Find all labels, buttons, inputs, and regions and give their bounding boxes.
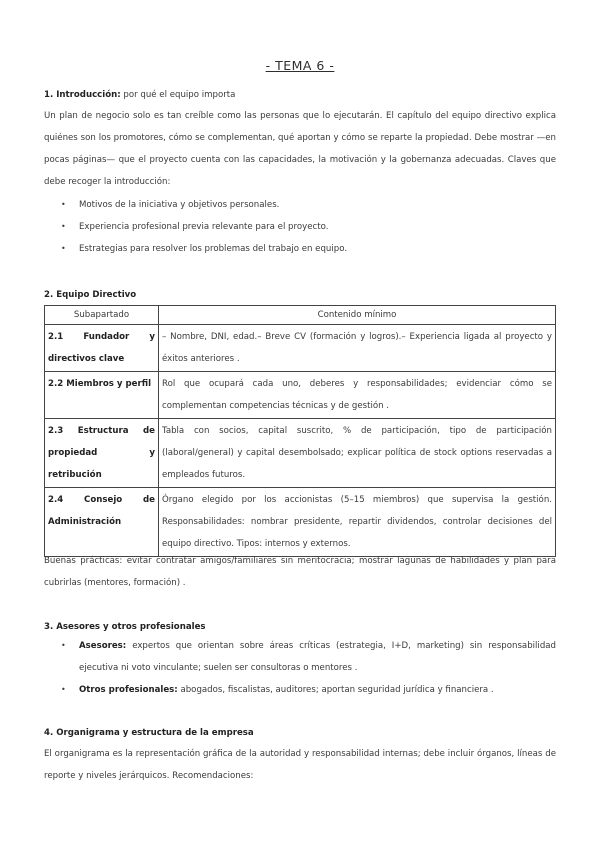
otros-profesionales-label: Otros profesionales: (79, 685, 178, 695)
list-item (44, 635, 556, 679)
table-cell-contenido: – Nombre, DNI, edad.– Breve CV (formación y logros).– Experiencia ligada al proyecto y éxitos anteriores . (159, 325, 556, 372)
table-cell-subapartado: 2.4 Consejo de Administración (45, 488, 159, 557)
list-item (44, 679, 556, 701)
section-2-heading: 2. Equipo Directivo (44, 290, 137, 300)
section-1-heading (44, 88, 556, 102)
page-title: - TEMA 6 - (265, 58, 335, 73)
table-row (45, 419, 556, 488)
table-header-row (45, 306, 556, 325)
table-cell-subapartado: 2.2 Miembros y perfil (45, 372, 159, 419)
asesores-bullet-list (44, 635, 556, 701)
table-cell-contenido: Órgano elegido por los accionistas (5–15 miembros) que supervisa la gestión. Responsabilidades: nombrar presidente, repartir dividendos, controlar decisiones del equipo directivo. Tipos: internos y externos. (159, 488, 556, 557)
table-row (45, 325, 556, 372)
table-cell-subapartado: 2.3 Estructura de propiedad y retribución (45, 419, 159, 488)
intro-paragraph: Un plan de negocio solo es tan creíble como las personas que lo ejecutarán. El capítulo del equipo directivo explica quiénes son los promotores, cómo se complementan, qué aportan y cómo se reparte la propiedad. Debe mostrar —en pocas páginas— que el proyecto cuenta con las capacidades, la motivación y la gobernanza adecuadas. Claves que debe recoger la introducción: (44, 111, 556, 187)
list-item: • Experiencia profesional previa relevante para el proyecto. (44, 216, 347, 238)
table-cell-contenido: Tabla con socios, capital suscrito, % de participación, tipo de participación (laboral/general) y capital desembolsado; explicar política de stock options reservadas a empleados futuros. (159, 419, 556, 488)
table-row (45, 488, 556, 557)
section-1-heading-label: 1. Introducción: (44, 90, 121, 100)
list-item: • Motivos de la iniciativa y objetivos personales. (44, 194, 347, 216)
section-1-heading-rest: por qué el equipo importa (120, 90, 236, 100)
table-cell-subapartado: 2.1 Fundador y directivos clave (45, 325, 159, 372)
table-row (45, 372, 556, 419)
table-header-contenido: Contenido mínimo (159, 306, 556, 325)
section-4-heading: 4. Organigrama y estructura de la empresa (44, 728, 254, 738)
table-cell-contenido: Rol que ocupará cada uno, deberes y responsabilidades; evidenciar cómo se complementan competencias técnicas y de gestión . (159, 372, 556, 419)
asesores-text: expertos que orientan sobre áreas críticas (estrategia, I+D, marketing) sin responsabilidad ejecutiva ni voto vinculante; suelen ser consultoras o mentores . (79, 641, 556, 673)
buenas-practicas-paragraph: Buenas prácticas: evitar contratar amigos/familiares sin meritocracia; mostrar lagunas de habilidades y plan para cubrirlas (mentores, formación) . (44, 556, 556, 588)
intro-bullet-list (44, 194, 347, 260)
otros-profesionales-text: abogados, fiscalistas, auditores; aportan seguridad jurídica y financiera . (177, 685, 494, 695)
table-header-subapartado: Subapartado (45, 306, 159, 325)
asesores-label: Asesores: (79, 641, 127, 651)
equipo-table (44, 305, 556, 557)
section-3-heading: 3. Asesores y otros profesionales (44, 622, 206, 632)
organigrama-paragraph: El organigrama es la representación gráfica de la autoridad y responsabilidad internas; debe incluir órganos, líneas de reporte y niveles jerárquicos. Recomendaciones: (44, 749, 556, 781)
list-item: • Estrategias para resolver los problemas del trabajo en equipo. (44, 238, 347, 260)
